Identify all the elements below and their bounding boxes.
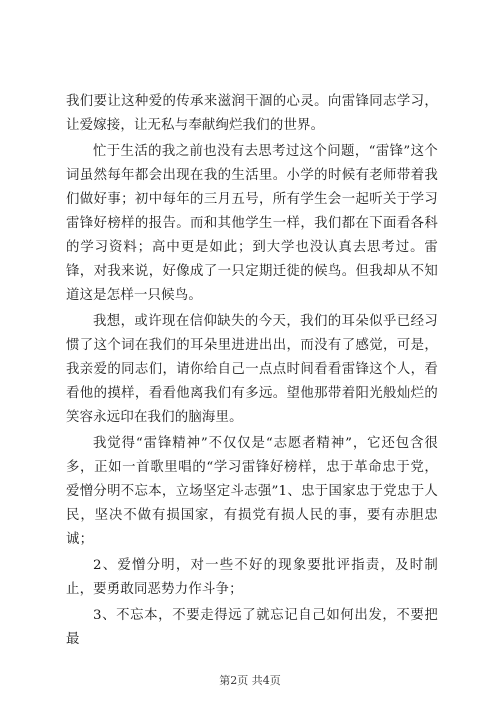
paragraph-4: 我觉得“雷锋精神”不仅仅是“志愿者精神”，它还包含很多，正如一首歌里唱的“学习雷锋好榜样，忠于革命忠于党，爱憎分明不忘本，立场坚定斗志强”1、忠于国家忠于党忠于人民，坚决不做有损国家，有损党有损人民的事，要有赤胆忠诚； xyxy=(66,436,438,547)
document-body xyxy=(66,90,438,654)
paragraph-1: 我们要让这种爱的传承来滋润干涸的心灵。向雷锋同志学习，让爱嫁接，让无私与奉献绚烂我们的世界。 xyxy=(66,94,438,133)
paragraph-6: 3、不忘本，不要走得远了就忘记自己如何出发，不要把最 xyxy=(66,608,438,647)
paragraph-2: 忙于生活的我之前也没有去思考过这个问题，“雷锋”这个词虽然每年都会出现在我的生活里。小学的时候有老师带着我们做好事；初中每年的三月五号，所有学生会一起听关于学习雷锋好榜样的报告。而和其他学生一样，我们都在下面看各科的学习资料；高中更是如此；到大学也没认真去思考过。雷锋，对我来说，好像成了一只定期迁徙的候鸟。但我却从不知道这是怎样一只候鸟。 xyxy=(66,144,438,303)
paragraph-3: 我想，或许现在信仰缺失的今天，我们的耳朵似乎已经习惯了这个词在我们的耳朵里进进出出，而没有了感觉，可是，我亲爱的同志们，请你给自己一点点时间看看雷锋这个人，看看他的摸样，看看他离我们有多远。望他那带着阳光般灿烂的笑容永远印在我们的脑海里。 xyxy=(66,314,438,425)
page-number-footer: 第2页 共4页 xyxy=(219,674,281,687)
paragraph-5: 2、爱憎分明，对一些不好的现象要批评指责，及时制止，要勇敢同恶势力作斗争； xyxy=(66,558,438,597)
